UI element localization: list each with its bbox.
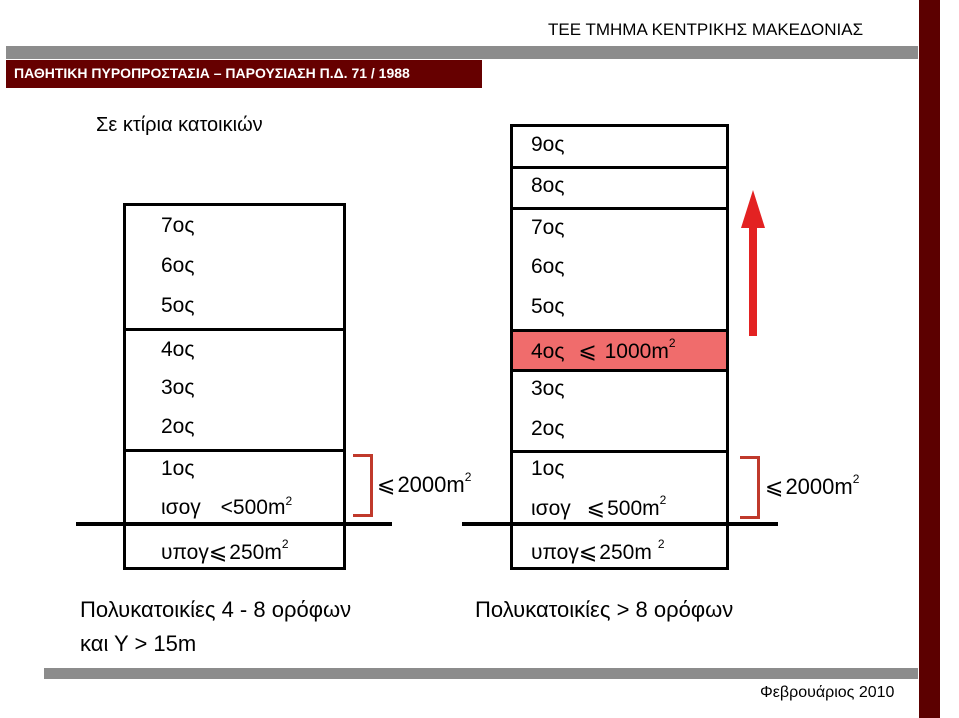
ground-floor-limit: 500m [607,497,660,520]
basement-floor [513,539,726,565]
floor-separator [126,449,343,452]
law-title: ΠΑΘΗΤΙΚΗ ΠΥΡΟΠΡΟΣΤΑΣΙΑ – ΠΑΡΟΥΣΙΑΣΗ Π.Δ. 71 / 1988 [14,65,410,81]
less-equal-symbol: ⩽ [586,495,606,520]
combined-area-bracket [740,456,760,519]
floor-9: 9ος [531,133,565,156]
less-equal-symbol: ⩽ [765,474,784,499]
less-equal-symbol: ⩽ [578,539,598,564]
floor-4-limit: 1000m [604,340,669,363]
floor-separator [513,450,726,453]
floor-separator [513,207,726,210]
less-equal-symbol: ⩽ [377,472,396,497]
combined-area-limit [377,472,471,498]
floor-2: 2ος [531,417,565,440]
organization-title: ΤΕΕ ΤΜΗΜΑ ΚΕΝΤΡΙΚΗΣ ΜΑΚΕΔΟΝΙΑΣ [548,20,864,39]
floor-5: 5ος [531,295,565,318]
basement-limit: 250m [599,541,652,564]
less-equal-symbol: ⩽ [578,338,597,363]
header-gray-bar [6,46,918,59]
ground-line [76,522,392,526]
basement-label: υπογ [531,541,579,564]
less-equal-symbol: ⩽ [208,539,228,564]
floor-7: 7ος [531,216,565,239]
floor-2: 2ος [161,415,195,438]
ground-floor-label: ισογ [161,496,201,519]
building1-caption-line2: και Υ > 15m [80,631,197,656]
floor-7: 7ος [161,214,195,237]
footer-date: Φεβρουάριος 2010 [760,684,895,701]
building2-caption: Πολυκατοικίες > 8 ορόφων [475,597,734,622]
ground-floor-limit: <500m [220,496,286,519]
ground-floor-limit-exponent: 2 [659,493,667,507]
basement-limit-exponent: 2 [657,537,665,551]
floor-4-limit-exponent: 2 [668,336,676,350]
footer-gray-bar [44,668,918,679]
building-4-8-floors [123,203,346,570]
floor-separator [126,328,343,331]
floor-6: 6ος [531,255,565,278]
floor-4-label: 4ος [531,340,565,363]
combined-limit-value: 2000m [785,474,853,499]
combined-area-limit [765,474,859,500]
floor-1: 1ος [531,457,565,480]
building-over-8-floors [510,124,729,570]
ground-line [462,522,778,526]
building1-caption-line1: Πολυκατοικίες 4 - 8 ορόφων [80,597,352,622]
ground-floor-label: ισογ [531,497,571,520]
combined-limit-value: 2000m [397,472,465,497]
ground-floor-limit-exponent: 2 [285,494,293,508]
floor-separator [513,166,726,169]
floor-3: 3ος [531,377,565,400]
floor-separator [513,369,726,372]
basement-limit-exponent: 2 [281,537,289,551]
slide-subtitle: Σε κτίρια κατοικιών [96,114,263,136]
floor-5: 5ος [161,294,195,317]
combined-area-bracket [353,454,373,517]
basement-limit: 250m [229,541,282,564]
floor-4: 4ος [161,338,195,361]
combined-limit-exponent: 2 [464,470,472,484]
floor-3: 3ος [161,376,195,399]
floor-6: 6ος [161,254,195,277]
up-arrow-icon [741,190,765,336]
basement-floor [126,539,343,565]
ground-floor [513,495,726,521]
basement-label: υπογ [161,541,209,564]
ground-floor [126,496,343,520]
floor-4-highlighted [513,338,726,364]
combined-limit-exponent: 2 [852,472,860,486]
floor-1: 1ος [161,457,195,480]
right-side-bar [919,0,940,718]
floor-8: 8ος [531,174,565,197]
